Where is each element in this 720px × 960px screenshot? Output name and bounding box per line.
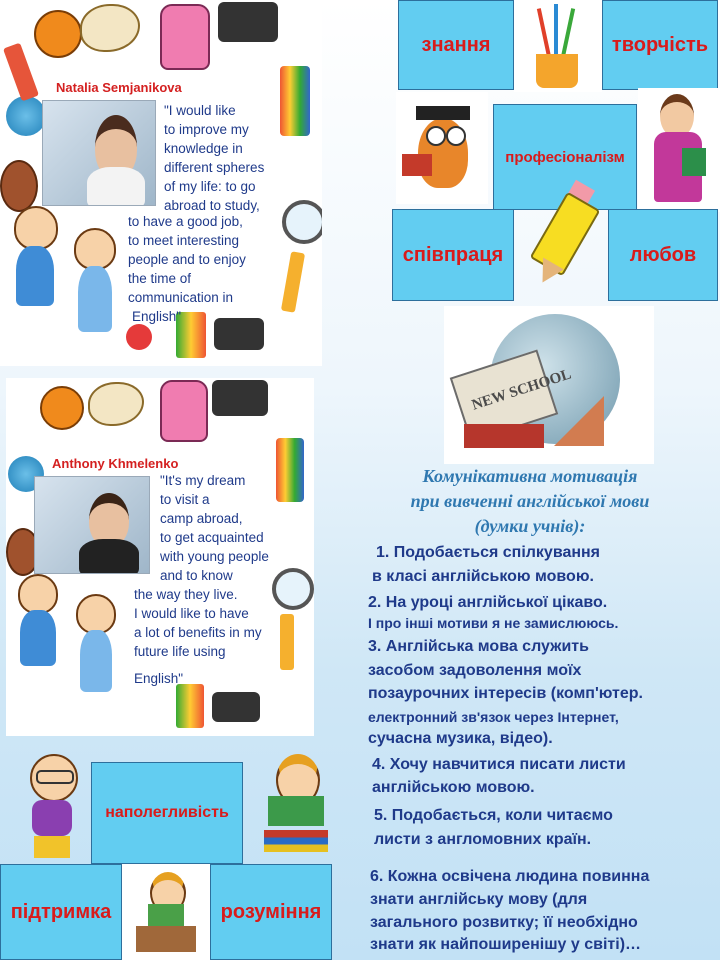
brush-1 [537,8,551,58]
quote-line: people and to enjoy [128,252,246,267]
graduation-cap-icon [212,380,268,416]
red-book [464,424,544,448]
portrait-body [87,167,145,206]
quote-line: and to know [160,568,233,583]
tile-support: підтримка [0,864,122,960]
boy-cartoon-icon [14,206,58,250]
tile-cooperation: співпраця [392,209,514,301]
graduation-cap-icon [218,2,278,42]
desk-student-icon [122,864,210,960]
quote-line: I would like to have [134,606,249,621]
reason-1a: 1. Подобається спілкування [376,544,601,561]
quote-line: the way they live. [134,587,238,602]
brush-2 [554,4,558,58]
student-panel-natalia [0,0,322,366]
girl-cartoon-icon [76,594,116,634]
quote-line: communication in [128,290,234,305]
owl-eye-left [426,126,446,146]
pencil-icon [3,43,39,102]
reading-kid-icon [262,750,332,854]
quote-line: to visit a [160,492,210,507]
motivation-heading-line2: при вивченні англійської мови [410,491,650,511]
student-shirt [148,904,184,928]
tile-love: любов [608,209,718,301]
motivation-heading-line3: (думки учнів): [474,516,586,536]
magnifier-icon [282,200,322,244]
quote-line: English" [134,671,184,686]
reason-6c: загального розвитку; її необхідно [370,914,638,931]
student-photo-natalia [42,100,156,206]
tile-professionalism: професіоналізм [493,104,637,210]
student-name: Anthony Khmelenko [52,456,179,471]
quote-line: to get acquainted [160,530,264,545]
reason-3e: сучасна музика, відео). [368,730,553,747]
student-name: Natalia Semjanikova [56,80,182,95]
apple-icon [126,324,152,350]
quote-line: with young people [160,549,269,564]
quote-line: different spheres [164,160,265,175]
backpack-icon [160,380,208,442]
reason-1b: в класі англійською мовою. [372,568,594,585]
desk [136,926,196,952]
girl-cartoon-icon [74,228,116,270]
palette-icon [88,382,144,426]
quote-line: the time of [128,271,192,286]
reason-2b: І про інші мотиви я не замислююсь. [368,615,619,631]
reason-3d: електронний зв'язок через Інтернет, [368,709,619,725]
girl-cartoon-body [78,266,112,332]
palette-icon [80,4,140,52]
new-school-globe-icon [444,306,654,464]
teacher-books [682,148,706,176]
reason-2a: 2. На уроці англійської цікаво. [368,594,608,611]
owl-teacher-icon [396,92,488,204]
reason-5a: 5. Подобається, коли читаємо [374,807,613,824]
quote-line: future life using [134,644,226,659]
tile-persistence: наполегливість [91,762,243,864]
tile-creativity: творчість [602,0,718,90]
owl-cap [416,106,470,120]
football-icon [0,160,38,212]
quote-line: knowledge in [164,141,243,156]
reason-3a: 3. Англійська мова служить [368,638,589,655]
reason-5b: листи з англомовних країн. [374,831,592,848]
owl-eye-right [446,126,466,146]
quote-line: to improve my [164,122,249,137]
quote-line: camp abroad, [160,511,243,526]
quote-line: to have a good job, [128,214,243,229]
kid-stack [264,830,328,852]
quote-line: of my life: to go [164,179,256,194]
motivation-heading-line1: Комунікативна мотивація [422,466,638,486]
globe-label: NEW SCHOOL [469,366,574,414]
reason-3b: засобом задоволення моїх [368,662,582,679]
teacher-woman-icon [638,88,720,212]
quote-line: English" [132,309,182,324]
portrait-body [79,539,139,574]
basketball-icon [40,386,84,430]
art-supplies-cup-icon [514,0,602,92]
student-photo-anthony [34,476,150,574]
boy-shirt [32,800,72,836]
pencil-character-icon [522,180,606,298]
reason-4b: англійською мовою. [372,779,535,796]
ruler-triangle [554,396,604,446]
crayons-bottom-icon [176,684,204,728]
crayons-icon [280,66,310,136]
kid-book [268,796,324,826]
crayons-icon [276,438,304,502]
quote-line: abroad to study, [164,198,260,213]
cap-bottom-icon [214,318,264,350]
tile-knowledge: знання [398,0,514,90]
reason-6a: 6. Кожна освічена людина повинна [370,868,650,885]
quote-line: to meet interesting [128,233,240,248]
reason-6d: знати як найпоширенішу у світі)… [370,936,642,953]
boy-cartoon-body [16,246,54,306]
boy-legs [34,836,70,858]
reason-6b: знати англійську мову (для [370,891,588,908]
boy-cartoon-body [20,610,56,666]
paintbrush-icon [280,614,294,670]
running-boy-icon [22,750,84,860]
quote-line: a lot of benefits in my [134,625,262,640]
cap-bottom-icon [212,692,260,722]
reason-3c: позаурочних інтересів (комп'ютер. [368,685,643,702]
student-panel-anthony [6,378,314,736]
magnifier-icon [272,568,314,610]
basketball-icon [34,10,82,58]
brush-3 [561,8,575,58]
boy-glasses [36,770,74,784]
owl-book [402,154,432,176]
quote-line: "It's my dream [160,473,246,488]
backpack-icon [160,4,210,70]
reason-4a: 4. Хочу навчитися писати листи [372,756,626,773]
boy-cartoon-icon [18,574,58,614]
globe-icon [6,96,46,136]
cup [536,54,578,88]
paintbrush-icon [281,251,305,313]
tile-understanding: розуміння [210,864,332,960]
girl-cartoon-body [80,630,112,692]
quote-line: "I would like [164,103,236,118]
